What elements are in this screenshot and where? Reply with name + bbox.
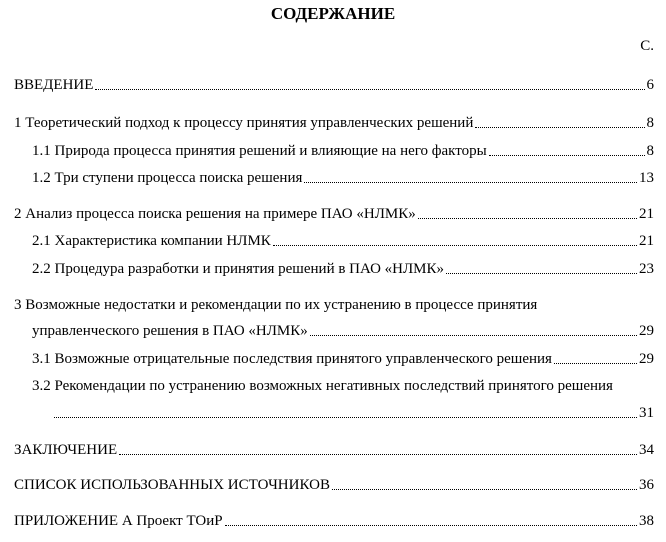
toc-entry-text: 2.1 Характеристика компании НЛМК [32,233,271,249]
toc-entry-section-2-1[interactable] [32,232,654,250]
toc-entry-page: 8 [646,115,654,131]
toc-entry-page: 36 [639,477,654,493]
toc-entry-references[interactable] [14,476,654,494]
toc-leader-dots [446,272,637,274]
toc-leader-dots [95,88,644,90]
toc-entry-page: 34 [639,442,654,458]
toc-entry-page: 8 [646,143,654,159]
toc-entry-introduction[interactable] [14,76,654,94]
toc-entry-section-3-2[interactable] [52,404,654,422]
toc-leader-dots [310,334,637,336]
toc-entry-section-2-2[interactable] [32,260,654,278]
toc-leader-dots [304,181,637,183]
toc-entry-page: 23 [639,261,654,277]
toc-entry-page: 38 [639,513,654,529]
toc-entry-page: 29 [639,323,654,339]
page-column-label: С. [640,38,654,54]
toc-leader-dots [332,488,637,490]
toc-entry-text: 1.2 Три ступени процесса поиска решения [32,170,303,186]
toc-entry-page: 13 [639,170,654,186]
toc-leader-dots [273,244,637,246]
toc-entry-text: ПРИЛОЖЕНИЕ А Проект ТОиР [14,513,223,529]
toc-entry-section-1-2[interactable] [32,169,654,187]
toc-leader-dots [225,524,637,526]
toc-entry-chapter-2[interactable] [14,205,654,223]
toc-entry-conclusion[interactable] [14,441,654,459]
toc-leader-dots [554,362,637,364]
toc-entry-text: управленческого решения в ПАО «НЛМК» [32,323,308,339]
toc-entry-chapter-1[interactable] [14,114,654,132]
toc-entry-text: ЗАКЛЮЧЕНИЕ [14,442,118,458]
toc-entry-text: 2.2 Процедура разработки и принятия решений в ПАО «НЛМК» [32,261,445,277]
toc-leader-dots [54,416,637,418]
toc-entry-page: 31 [639,405,654,421]
toc-entry-section-3-2-line1[interactable]: 3.2 Рекомендации по устранению возможных негативных последствий принятого решения [32,378,613,394]
toc-entry-page: 21 [639,233,654,249]
toc-entry-text: 3.1 Возможные отрицательные последствия принятого управленческого решения [32,351,552,367]
toc-entry-text: 1.1 Природа процесса принятия решений и влияющие на него факторы [32,143,487,159]
toc-leader-dots [475,126,644,128]
toc-entry-text: 2 Анализ процесса поиска решения на примере ПАО «НЛМК» [14,206,416,222]
toc-leader-dots [418,217,637,219]
toc-entry-page: 21 [639,206,654,222]
toc-entry-section-1-1[interactable] [32,142,654,160]
toc-entry-section-3-1[interactable] [32,350,654,368]
toc-entry-appendix-a[interactable] [14,512,654,530]
toc-entry-chapter-3[interactable] [32,322,654,340]
toc-leader-dots [489,154,645,156]
toc-entry-page: 6 [646,77,654,93]
toc-entry-text: 1 Теоретический подход к процессу принятия управленческих решений [14,115,474,131]
toc-entry-text: СПИСОК ИСПОЛЬЗОВАННЫХ ИСТОЧНИКОВ [14,477,330,493]
document-title: СОДЕРЖАНИЕ [270,4,396,23]
toc-entry-page: 29 [639,351,654,367]
toc-entry-text: ВВЕДЕНИЕ [14,77,94,93]
toc-entry-chapter-3-line1[interactable]: 3 Возможные недостатки и рекомендации по их устранению в процессе принятия [14,297,538,313]
toc-leader-dots [119,453,637,455]
